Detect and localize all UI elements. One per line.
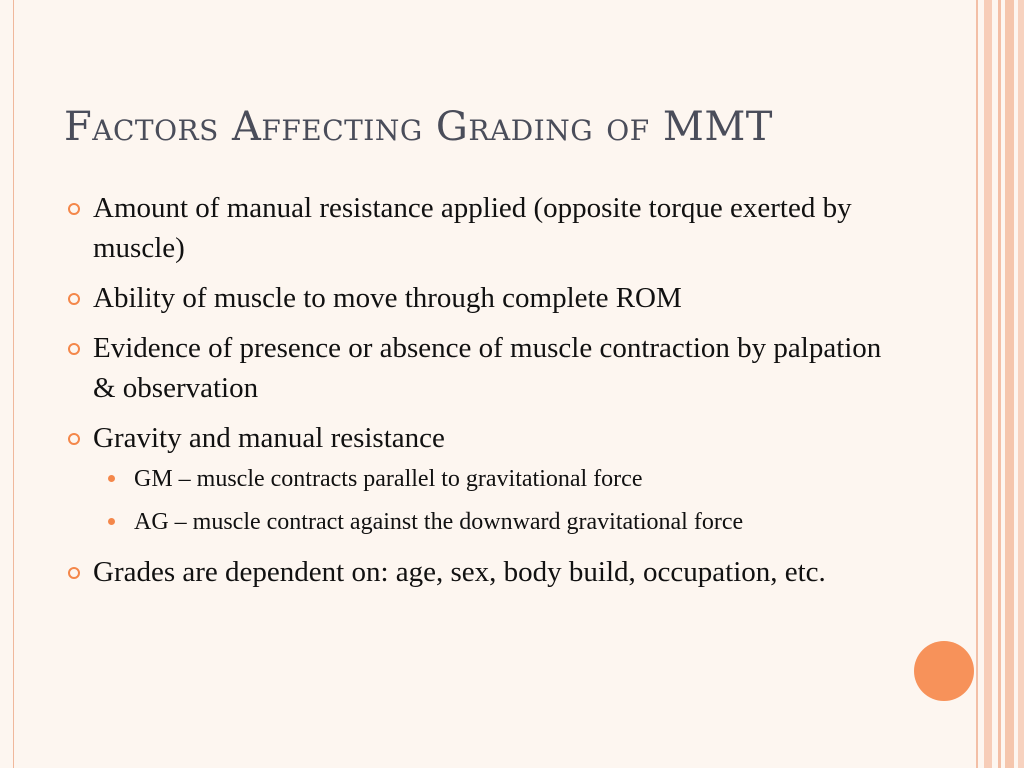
- list-item: [64, 552, 904, 592]
- ring-bullet-icon: [68, 433, 80, 445]
- bullet-text: Ability of muscle to move through complete ROM: [93, 282, 682, 314]
- stripe: [1005, 0, 1014, 768]
- bullet-text: Evidence of presence or absence of muscle contraction by palpation & observation: [93, 332, 882, 404]
- dot-bullet-icon: [108, 518, 115, 525]
- decorative-circle: [914, 641, 974, 701]
- stripe: [984, 0, 992, 768]
- sub-bullet-list: [64, 462, 904, 540]
- stripe: [998, 0, 1001, 768]
- list-item: [64, 188, 904, 268]
- sub-list-item: [64, 462, 904, 497]
- list-item: [64, 328, 904, 408]
- bullet-list: [64, 188, 904, 602]
- stripe: [976, 0, 978, 768]
- stripe: [1018, 0, 1024, 768]
- dot-bullet-icon: [108, 475, 115, 482]
- bullet-text: Amount of manual resistance applied (opposite torque exerted by muscle): [93, 192, 852, 264]
- sub-bullet-text: GM – muscle contracts parallel to gravitational force: [134, 466, 643, 492]
- left-border-line: [0, 0, 14, 768]
- bullet-text: Grades are dependent on: age, sex, body build, occupation, etc.: [93, 556, 826, 588]
- slide-title: Factors Affecting Grading of MMT: [64, 104, 773, 150]
- sub-list-item: [64, 505, 904, 540]
- ring-bullet-icon: [68, 293, 80, 305]
- ring-bullet-icon: [68, 203, 80, 215]
- ring-bullet-icon: [68, 567, 80, 579]
- bullet-text: Gravity and manual resistance: [93, 422, 445, 454]
- ring-bullet-icon: [68, 343, 80, 355]
- list-item: [64, 278, 904, 318]
- decorative-stripes: [976, 0, 1024, 768]
- list-item: [64, 418, 904, 458]
- sub-bullet-text: AG – muscle contract against the downward gravitational force: [134, 509, 744, 535]
